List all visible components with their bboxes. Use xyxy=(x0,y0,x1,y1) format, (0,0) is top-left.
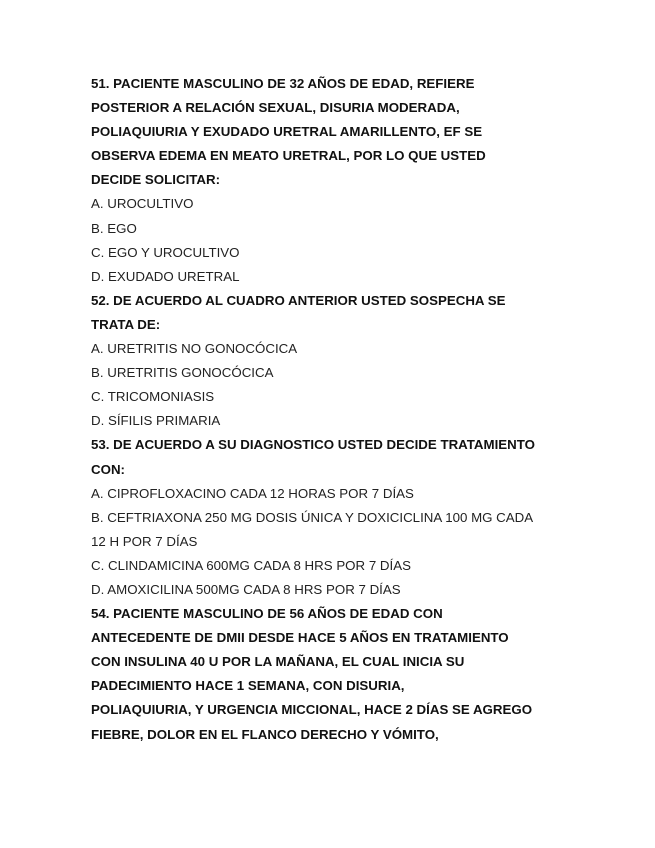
question-53-option-d: D. AMOXICILINA 500MG CADA 8 HRS POR 7 DÍAS xyxy=(91,581,401,597)
question-51 xyxy=(91,72,571,289)
question-54-stem-line: ANTECEDENTE DE DMII DESDE HACE 5 AÑOS EN TRATAMIENTO xyxy=(91,630,509,646)
question-51-option-d: D. EXUDADO URETRAL xyxy=(91,268,240,284)
question-51-stem-line: POLIAQUIURIA Y EXUDADO URETRAL AMARILLENTO, EF SE xyxy=(91,124,483,140)
question-51-option-c: C. EGO Y UROCULTIVO xyxy=(91,244,240,260)
question-51-stem-line: POSTERIOR A RELACIÓN SEXUAL, DISURIA MODERADA, xyxy=(91,100,460,116)
question-54-stem-line: CON INSULINA 40 U POR LA MAÑANA, EL CUAL INICIA SU xyxy=(91,654,465,670)
question-52-stem-line: 52. DE ACUERDO AL CUADRO ANTERIOR USTED SOSPECHA SE xyxy=(91,292,506,308)
question-51-option-a: A. UROCULTIVO xyxy=(91,196,194,212)
question-53-option-b: B. CEFTRIAXONA 250 MG DOSIS ÚNICA Y DOXICICLINA 100 MG CADA xyxy=(91,509,534,525)
question-53-option-a: A. CIPROFLOXACINO CADA 12 HORAS POR 7 DÍAS xyxy=(91,485,414,501)
question-52-option-d: D. SÍFILIS PRIMARIA xyxy=(91,413,221,429)
question-53-option-b-continued: 12 H POR 7 DÍAS xyxy=(91,533,198,549)
question-52 xyxy=(91,289,571,434)
question-53-stem-line: CON: xyxy=(91,461,125,477)
question-53-stem-line: 53. DE ACUERDO A SU DIAGNOSTICO USTED DECIDE TRATAMIENTO xyxy=(91,437,535,453)
question-54-stem-line: 54. PACIENTE MASCULINO DE 56 AÑOS DE EDAD CON xyxy=(91,606,443,622)
document-body xyxy=(91,72,571,747)
question-51-stem-line: DECIDE SOLICITAR: xyxy=(91,172,221,188)
question-53 xyxy=(91,433,571,602)
question-54 xyxy=(91,602,571,747)
question-51-stem-line: 51. PACIENTE MASCULINO DE 32 AÑOS DE EDAD, REFIERE xyxy=(91,76,475,91)
question-52-option-b: B. URETRITIS GONOCÓCICA xyxy=(91,365,274,381)
question-52-stem-line: TRATA DE: xyxy=(91,316,161,332)
question-52-option-c: C. TRICOMONIASIS xyxy=(91,389,215,405)
question-54-stem-line: POLIAQUIURIA, Y URGENCIA MICCIONAL, HACE 2 DÍAS SE AGREGO xyxy=(91,702,533,718)
question-54-stem-line: FIEBRE, DOLOR EN EL FLANCO DERECHO Y VÓMITO, xyxy=(91,726,439,742)
question-53-option-c: C. CLINDAMICINA 600MG CADA 8 HRS POR 7 DÍAS xyxy=(91,557,411,573)
question-54-stem-line: PADECIMIENTO HACE 1 SEMANA, CON DISURIA, xyxy=(91,678,405,694)
question-52-option-a: A. URETRITIS NO GONOCÓCICA xyxy=(91,341,298,357)
question-51-stem-line: OBSERVA EDEMA EN MEATO URETRAL, POR LO QUE USTED xyxy=(91,148,486,164)
question-51-option-b: B. EGO xyxy=(91,220,137,236)
